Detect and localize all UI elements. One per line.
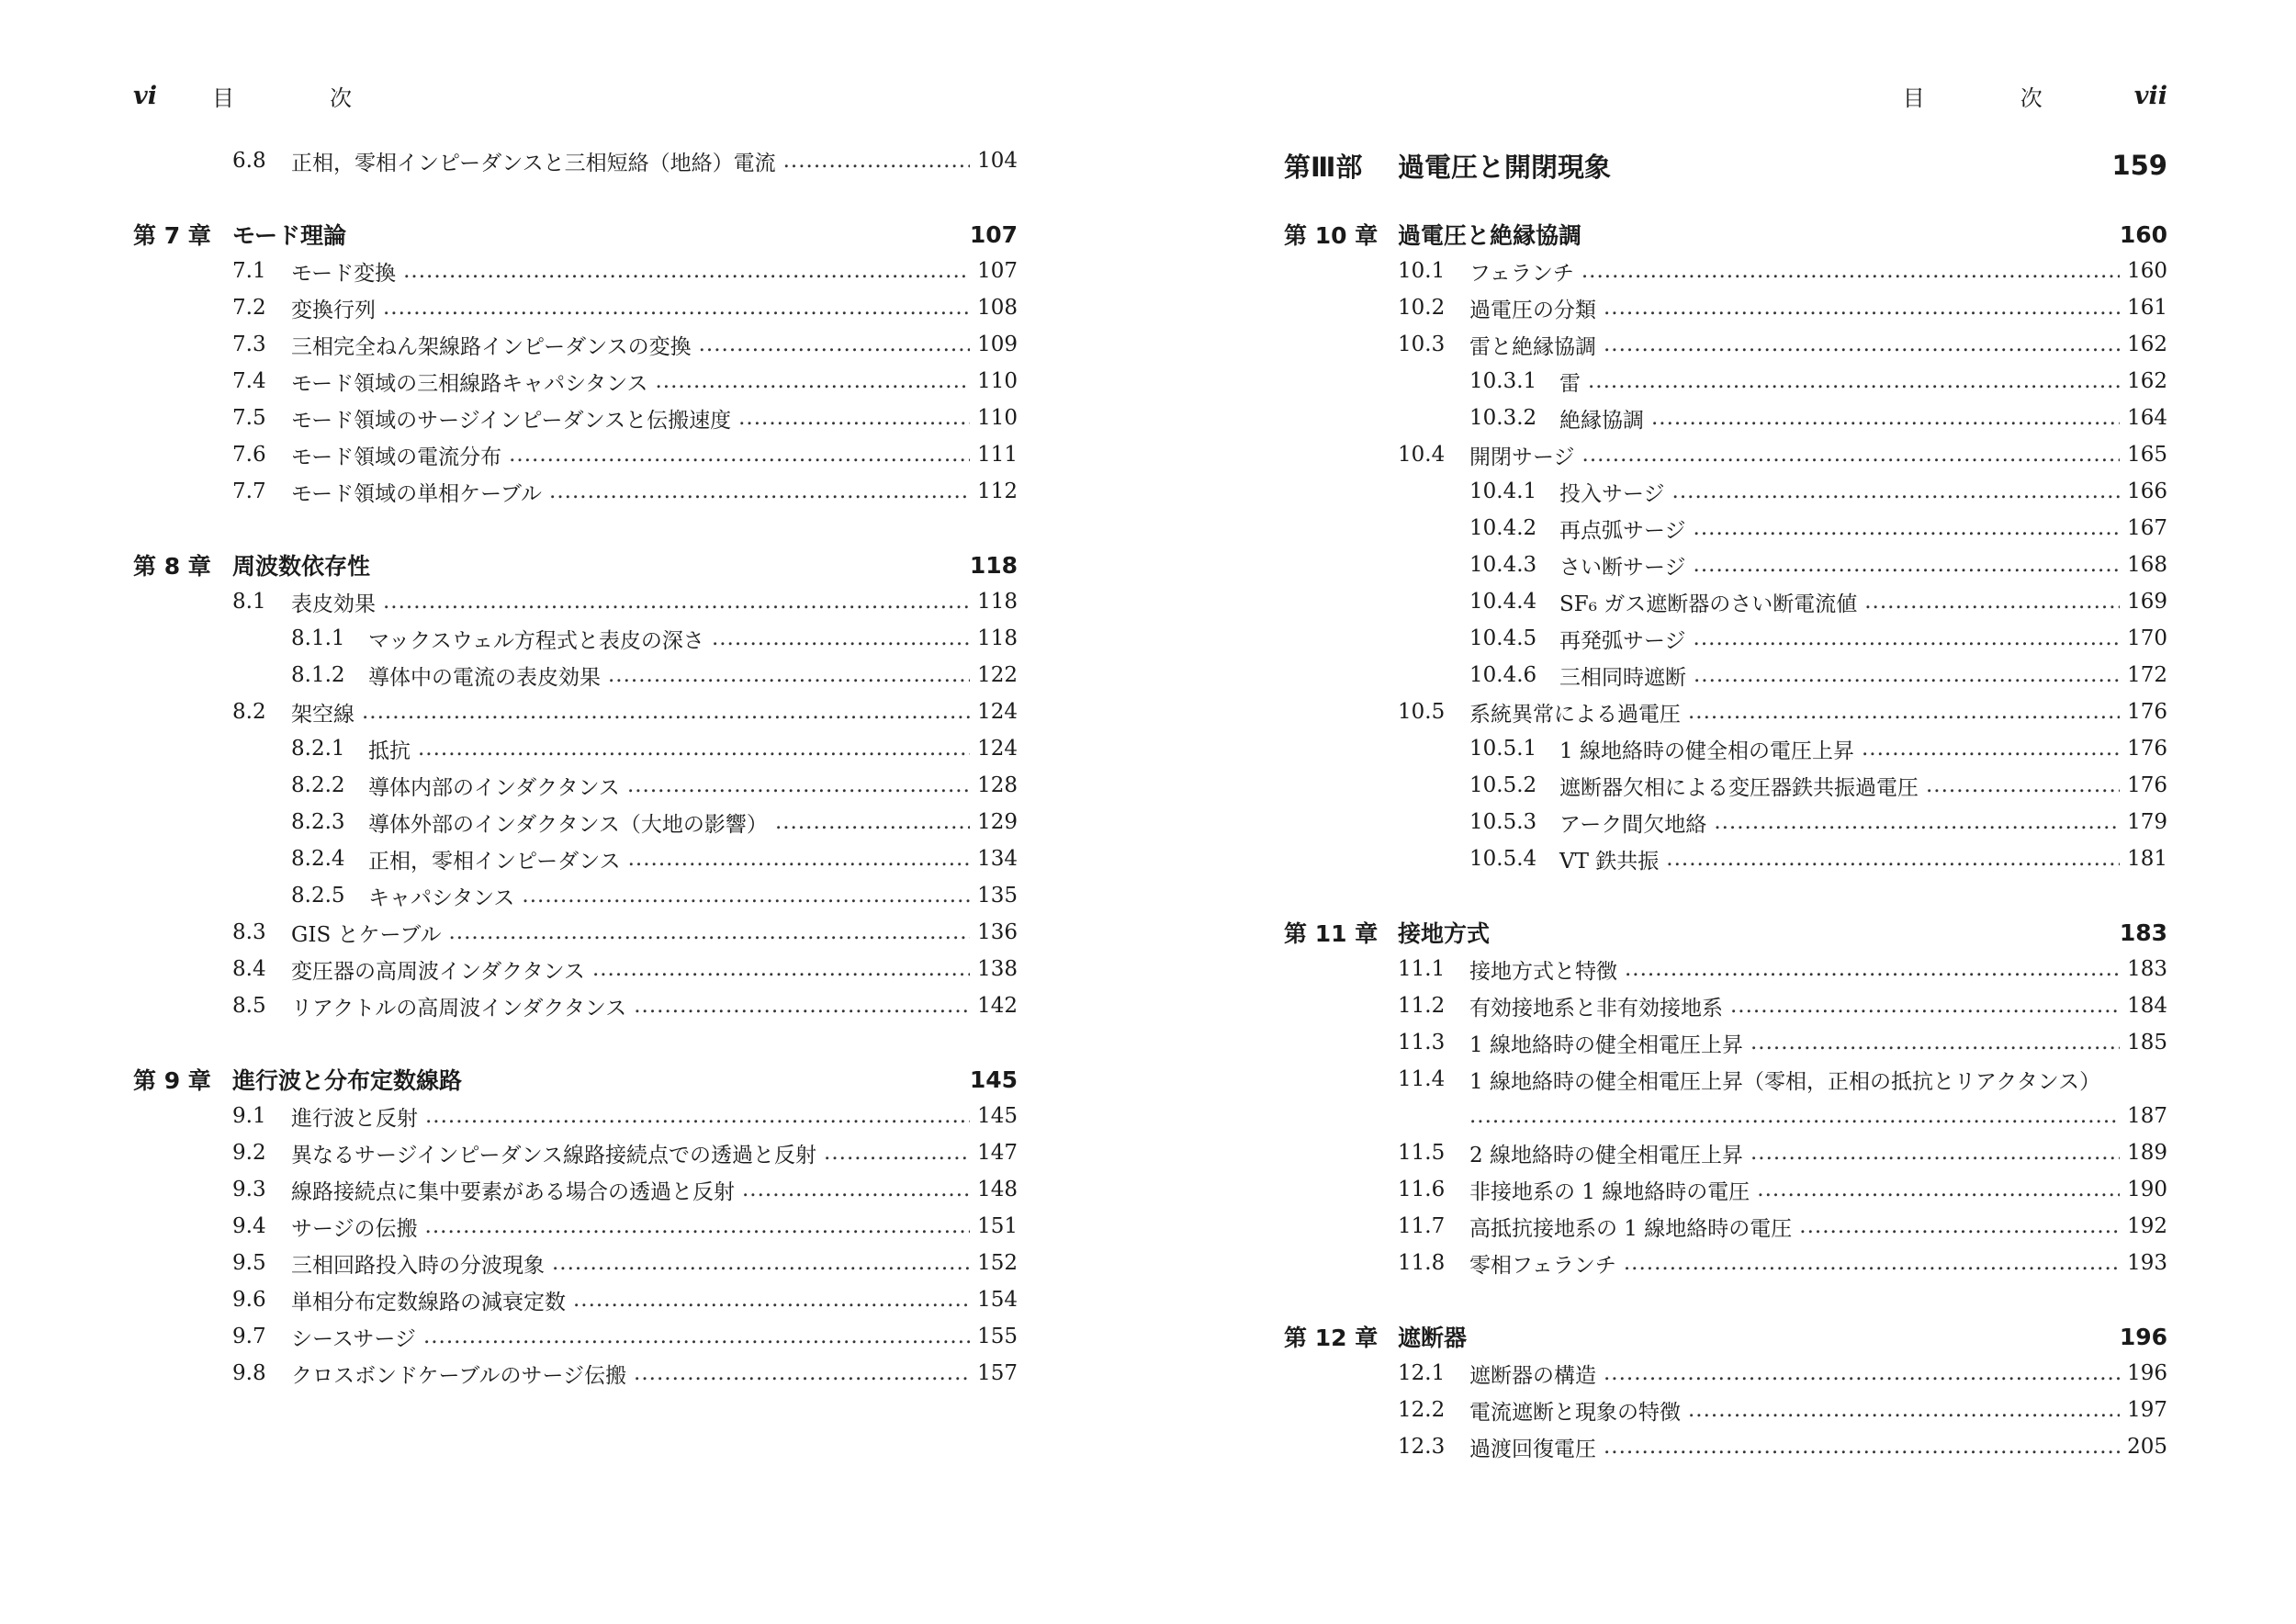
toc-subentry[interactable]: 10.5.4 VT 鉄共振 ..... 181 — [1284, 840, 2167, 877]
chapter-heading[interactable]: 第 7 章 モード理論 107 — [133, 220, 1018, 249]
toc-subentry[interactable]: 8.2.3 導体外部のインダクタンス（大地の影響） ..... 129 — [133, 804, 1018, 840]
toc-subentry[interactable]: 10.5.2 遮断器欠相による変圧器鉄共振過電圧 ..... 176 — [1284, 767, 2167, 804]
toc-entry[interactable]: 10.5 系統異常による過電圧 ..... 176 — [1284, 694, 2167, 730]
toc-entry[interactable]: 7.7 モード領域の単相ケーブル ..... 112 — [133, 473, 1018, 510]
toc-entry[interactable]: 10.1 フェランチ ..... 160 — [1284, 253, 2167, 289]
toc-entry[interactable]: 7.1 モード変換 ..... 107 — [133, 253, 1018, 289]
toc-subentry[interactable]: 10.4.1 投入サージ ..... 166 — [1284, 473, 2167, 510]
toc-entry[interactable]: 12.1 遮断器の構造 ..... 196 — [1284, 1355, 2167, 1392]
toc-entry[interactable]: 6.8 正相，零相インピーダンスと三相短絡（地絡）電流 ..... 104 — [133, 142, 1018, 179]
chapter-heading[interactable]: 第 11 章 接地方式 183 — [1284, 919, 2167, 947]
toc-subentry[interactable]: 10.3.1 雷 ..... 162 — [1284, 363, 2167, 400]
running-title: 目 次 — [211, 85, 388, 111]
toc-entry-continuation[interactable]: ..... 187 — [1284, 1098, 2167, 1134]
toc-entry[interactable]: 11.1 接地方式と特徴 ..... 183 — [1284, 951, 2167, 987]
toc-left — [133, 142, 1018, 1392]
toc-entry[interactable]: 9.8 クロスボンドケーブルのサージ伝搬 ..... 157 — [133, 1355, 1018, 1392]
toc-entry[interactable]: 9.5 三相回路投入時の分波現象 ..... 152 — [133, 1245, 1018, 1281]
toc-subentry[interactable]: 8.2.2 導体内部のインダクタンス ..... 128 — [133, 767, 1018, 804]
toc-entry[interactable]: 8.3 GIS とケーブル ..... 136 — [133, 914, 1018, 951]
chapter-heading[interactable]: 第 9 章 進行波と分布定数線路 145 — [133, 1066, 1018, 1094]
toc-subentry[interactable]: 10.4.5 再発弧サージ ..... 170 — [1284, 620, 2167, 657]
toc-subentry[interactable]: 10.4.2 再点弧サージ ..... 167 — [1284, 510, 2167, 547]
toc-subentry[interactable]: 10.3.2 絶縁協調 ..... 164 — [1284, 400, 2167, 436]
toc-subentry[interactable]: 10.5.1 1 線地絡時の健全相の電圧上昇 ..... 176 — [1284, 730, 2167, 767]
toc-entry[interactable]: 11.4 1 線地絡時の健全相電圧上昇（零相，正相の抵抗とリアクタンス） — [1398, 1067, 2101, 1094]
toc-subentry[interactable]: 8.2.1 抵抗 ..... 124 — [133, 730, 1018, 767]
running-head-right — [1903, 77, 2167, 114]
toc-entry[interactable]: 11.5 2 線地絡時の健全相電圧上昇 ..... 189 — [1284, 1134, 2167, 1171]
right-page — [1148, 0, 2296, 1624]
toc-entry[interactable]: 8.1 表皮効果 ..... 118 — [133, 583, 1018, 620]
toc-subentry[interactable]: 10.5.3 アーク間欠地絡 ..... 179 — [1284, 804, 2167, 840]
part-heading[interactable]: 第Ⅲ部 過電圧と開閉現象 159 — [1284, 150, 2167, 183]
toc-entry[interactable]: 9.7 シースサージ ..... 155 — [133, 1318, 1018, 1355]
toc-entry[interactable]: 11.7 高抵抗接地系の 1 線地絡時の電圧 ..... 192 — [1284, 1208, 2167, 1245]
toc-entry[interactable]: 10.4 開閉サージ ..... 165 — [1284, 436, 2167, 473]
toc-entry[interactable]: 7.2 変換行列 ..... 108 — [133, 289, 1018, 326]
toc-entry[interactable]: 11.3 1 線地絡時の健全相電圧上昇 ..... 185 — [1284, 1024, 2167, 1061]
page-folio: vii — [2133, 81, 2167, 110]
toc-entry[interactable]: 7.3 三相完全ねん架線路インピーダンスの変換 ..... 109 — [133, 326, 1018, 363]
toc-subentry[interactable]: 8.1.1 マックスウェル方程式と表皮の深さ ..... 118 — [133, 620, 1018, 657]
toc-entry[interactable]: 10.2 過電圧の分類 ..... 161 — [1284, 289, 2167, 326]
toc-entry[interactable]: 11.8 零相フェランチ ..... 193 — [1284, 1245, 2167, 1281]
toc-entry[interactable]: 11.6 非接地系の 1 線地絡時の電圧 ..... 190 — [1284, 1171, 2167, 1208]
toc-entry[interactable]: 8.5 リアクトルの高周波インダクタンス ..... 142 — [133, 987, 1018, 1024]
page-folio: vi — [133, 81, 157, 110]
toc-subentry[interactable]: 8.2.5 キャパシタンス ..... 135 — [133, 877, 1018, 914]
toc-entry[interactable]: 12.2 電流遮断と現象の特徴 ..... 197 — [1284, 1392, 2167, 1428]
toc-entry[interactable]: 11.2 有効接地系と非有効接地系 ..... 184 — [1284, 987, 2167, 1024]
toc-entry[interactable]: 9.1 進行波と反射 ..... 145 — [133, 1098, 1018, 1134]
toc-entry[interactable]: 9.2 異なるサージインピーダンス線路接続点での透過と反射 ..... 147 — [133, 1134, 1018, 1171]
toc-entry[interactable]: 9.3 線路接続点に集中要素がある場合の透過と反射 ..... 148 — [133, 1171, 1018, 1208]
toc-subentry[interactable]: 8.2.4 正相，零相インピーダンス ..... 134 — [133, 840, 1018, 877]
running-head-left — [133, 77, 388, 114]
toc-entry[interactable]: 10.3 雷と絶縁協調 ..... 162 — [1284, 326, 2167, 363]
toc-subentry[interactable]: 10.4.3 さい断サージ ..... 168 — [1284, 547, 2167, 583]
chapter-heading[interactable]: 第 10 章 過電圧と絶縁協調 160 — [1284, 220, 2167, 249]
chapter-heading[interactable]: 第 8 章 周波数依存性 118 — [133, 551, 1018, 580]
toc-entry[interactable]: 7.5 モード領域のサージインピーダンスと伝搬速度 ..... 110 — [133, 400, 1018, 436]
toc-subentry[interactable]: 10.4.4 SF₆ ガス遮断器のさい断電流値 ..... 169 — [1284, 583, 2167, 620]
toc-entry[interactable]: 7.4 モード領域の三相線路キャパシタンス ..... 110 — [133, 363, 1018, 400]
running-title: 目 次 — [1902, 85, 2079, 111]
toc-subentry[interactable]: 10.4.6 三相同時遮断 ..... 172 — [1284, 657, 2167, 694]
toc-entry[interactable]: 12.3 過渡回復電圧 ..... 205 — [1284, 1428, 2167, 1465]
chapter-heading[interactable]: 第 12 章 遮断器 196 — [1284, 1323, 2167, 1351]
toc-entry[interactable]: 9.6 単相分布定数線路の減衰定数 ..... 154 — [133, 1281, 1018, 1318]
toc-entry[interactable]: 8.4 変圧器の高周波インダクタンス ..... 138 — [133, 951, 1018, 987]
toc-right — [1284, 142, 2167, 1465]
toc-entry[interactable]: 9.4 サージの伝搬 ..... 151 — [133, 1208, 1018, 1245]
toc-entry[interactable]: 7.6 モード領域の電流分布 ..... 111 — [133, 436, 1018, 473]
toc-subentry[interactable]: 8.1.2 導体中の電流の表皮効果 ..... 122 — [133, 657, 1018, 694]
toc-entry[interactable]: 8.2 架空線 ..... 124 — [133, 694, 1018, 730]
